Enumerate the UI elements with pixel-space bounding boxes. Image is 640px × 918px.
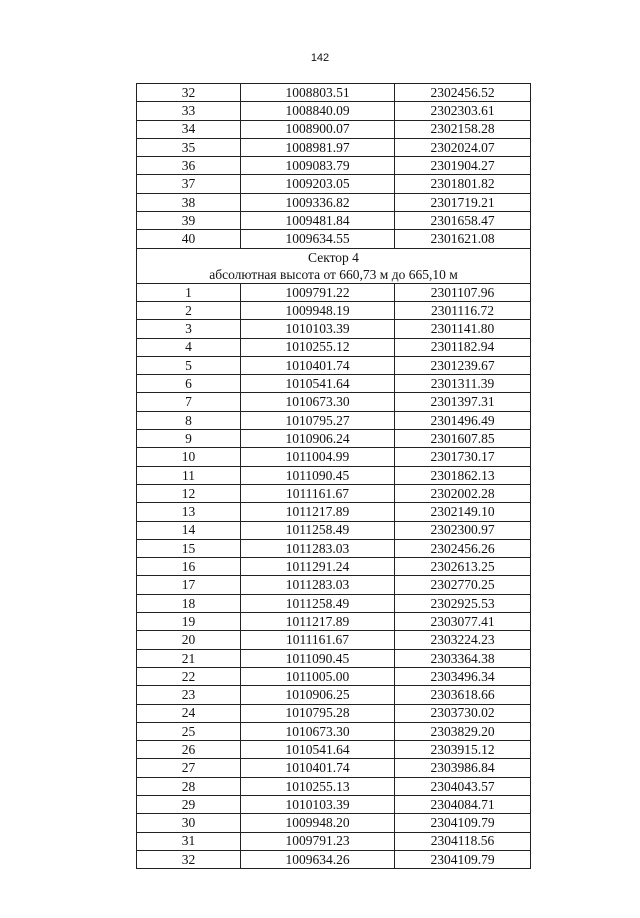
point-number-cell: 3: [137, 320, 241, 338]
table-row: [137, 120, 531, 138]
table-row: [137, 741, 531, 759]
x-coordinate-cell: 1011161.67: [241, 484, 395, 502]
table-row: [137, 212, 531, 230]
point-number-cell: 23: [137, 686, 241, 704]
y-coordinate-cell: 2301107.96: [395, 283, 531, 301]
table-row: [137, 814, 531, 832]
y-coordinate-cell: 2302002.28: [395, 484, 531, 502]
x-coordinate-cell: 1011004.99: [241, 448, 395, 466]
table-row: [137, 84, 531, 102]
y-coordinate-cell: 2304043.57: [395, 777, 531, 795]
coordinates-table: [136, 83, 531, 869]
point-number-cell: 9: [137, 430, 241, 448]
y-coordinate-cell: 2301311.39: [395, 375, 531, 393]
x-coordinate-cell: 1008840.09: [241, 102, 395, 120]
y-coordinate-cell: 2303618.66: [395, 686, 531, 704]
y-coordinate-cell: 2303077.41: [395, 613, 531, 631]
table-row: [137, 356, 531, 374]
point-number-cell: 31: [137, 832, 241, 850]
sector-header-row: [137, 248, 531, 283]
table-row: [137, 430, 531, 448]
x-coordinate-cell: 1011161.67: [241, 631, 395, 649]
y-coordinate-cell: 2301397.31: [395, 393, 531, 411]
x-coordinate-cell: 1011258.49: [241, 521, 395, 539]
table-row: [137, 503, 531, 521]
point-number-cell: 27: [137, 759, 241, 777]
point-number-cell: 25: [137, 722, 241, 740]
point-number-cell: 10: [137, 448, 241, 466]
point-number-cell: 4: [137, 338, 241, 356]
x-coordinate-cell: 1011217.89: [241, 503, 395, 521]
table-row: [137, 466, 531, 484]
y-coordinate-cell: 2302456.26: [395, 539, 531, 557]
x-coordinate-cell: 1008803.51: [241, 84, 395, 102]
point-number-cell: 7: [137, 393, 241, 411]
coordinates-table-body-after: [137, 283, 531, 869]
sector-title: Сектор 4: [308, 249, 359, 265]
x-coordinate-cell: 1011291.24: [241, 558, 395, 576]
table-row: [137, 795, 531, 813]
table-row: [137, 411, 531, 429]
table-row: [137, 157, 531, 175]
y-coordinate-cell: 2304084.71: [395, 795, 531, 813]
x-coordinate-cell: 1011283.03: [241, 539, 395, 557]
y-coordinate-cell: 2301182.94: [395, 338, 531, 356]
x-coordinate-cell: 1009791.23: [241, 832, 395, 850]
table-row: [137, 850, 531, 868]
y-coordinate-cell: 2304109.79: [395, 814, 531, 832]
table-row: [137, 375, 531, 393]
table-row: [137, 594, 531, 612]
table-row: [137, 686, 531, 704]
x-coordinate-cell: 1009791.22: [241, 283, 395, 301]
table-row: [137, 230, 531, 248]
page-number: 142: [310, 52, 330, 64]
y-coordinate-cell: 2301801.82: [395, 175, 531, 193]
y-coordinate-cell: 2302158.28: [395, 120, 531, 138]
table-row: [137, 631, 531, 649]
y-coordinate-cell: 2304118.56: [395, 832, 531, 850]
table-row: [137, 283, 531, 301]
x-coordinate-cell: 1010255.13: [241, 777, 395, 795]
y-coordinate-cell: 2302149.10: [395, 503, 531, 521]
y-coordinate-cell: 2302770.25: [395, 576, 531, 594]
y-coordinate-cell: 2301719.21: [395, 193, 531, 211]
table-row: [137, 484, 531, 502]
y-coordinate-cell: 2301116.72: [395, 301, 531, 319]
coordinates-table-body-before: [137, 84, 531, 249]
table-row: [137, 138, 531, 156]
table-row: [137, 393, 531, 411]
y-coordinate-cell: 2301730.17: [395, 448, 531, 466]
y-coordinate-cell: 2301862.13: [395, 466, 531, 484]
y-coordinate-cell: 2303986.84: [395, 759, 531, 777]
x-coordinate-cell: 1009083.79: [241, 157, 395, 175]
y-coordinate-cell: 2301141.80: [395, 320, 531, 338]
point-number-cell: 26: [137, 741, 241, 759]
point-number-cell: 18: [137, 594, 241, 612]
x-coordinate-cell: 1010255.12: [241, 338, 395, 356]
point-number-cell: 17: [137, 576, 241, 594]
table-row: [137, 301, 531, 319]
y-coordinate-cell: 2301607.85: [395, 430, 531, 448]
point-number-cell: 15: [137, 539, 241, 557]
y-coordinate-cell: 2301496.49: [395, 411, 531, 429]
y-coordinate-cell: 2301904.27: [395, 157, 531, 175]
table-row: [137, 649, 531, 667]
x-coordinate-cell: 1011090.45: [241, 649, 395, 667]
table-row: [137, 777, 531, 795]
y-coordinate-cell: 2303364.38: [395, 649, 531, 667]
x-coordinate-cell: 1010541.64: [241, 741, 395, 759]
x-coordinate-cell: 1010906.25: [241, 686, 395, 704]
y-coordinate-cell: 2301658.47: [395, 212, 531, 230]
x-coordinate-cell: 1009634.26: [241, 850, 395, 868]
y-coordinate-cell: 2302024.07: [395, 138, 531, 156]
point-number-cell: 38: [137, 193, 241, 211]
x-coordinate-cell: 1009948.20: [241, 814, 395, 832]
x-coordinate-cell: 1011258.49: [241, 594, 395, 612]
x-coordinate-cell: 1010906.24: [241, 430, 395, 448]
x-coordinate-cell: 1010795.27: [241, 411, 395, 429]
table-row: [137, 102, 531, 120]
y-coordinate-cell: 2302613.25: [395, 558, 531, 576]
point-number-cell: 33: [137, 102, 241, 120]
x-coordinate-cell: 1010401.74: [241, 356, 395, 374]
x-coordinate-cell: 1009948.19: [241, 301, 395, 319]
table-row: [137, 613, 531, 631]
point-number-cell: 28: [137, 777, 241, 795]
point-number-cell: 22: [137, 667, 241, 685]
x-coordinate-cell: 1009481.84: [241, 212, 395, 230]
x-coordinate-cell: 1010795.28: [241, 704, 395, 722]
table-row: [137, 193, 531, 211]
point-number-cell: 12: [137, 484, 241, 502]
table-row: [137, 759, 531, 777]
table-row: [137, 320, 531, 338]
x-coordinate-cell: 1011283.03: [241, 576, 395, 594]
x-coordinate-cell: 1010103.39: [241, 320, 395, 338]
point-number-cell: 30: [137, 814, 241, 832]
x-coordinate-cell: 1011090.45: [241, 466, 395, 484]
point-number-cell: 32: [137, 84, 241, 102]
y-coordinate-cell: 2303496.34: [395, 667, 531, 685]
point-number-cell: 19: [137, 613, 241, 631]
table-row: [137, 722, 531, 740]
table-row: [137, 832, 531, 850]
point-number-cell: 34: [137, 120, 241, 138]
point-number-cell: 8: [137, 411, 241, 429]
point-number-cell: 36: [137, 157, 241, 175]
point-number-cell: 5: [137, 356, 241, 374]
x-coordinate-cell: 1010673.30: [241, 393, 395, 411]
sector-subtitle: абсолютная высота от 660,73 м до 665,10 м: [209, 266, 458, 282]
table-row: [137, 175, 531, 193]
point-number-cell: 37: [137, 175, 241, 193]
x-coordinate-cell: 1011005.00: [241, 667, 395, 685]
x-coordinate-cell: 1010541.64: [241, 375, 395, 393]
y-coordinate-cell: 2301239.67: [395, 356, 531, 374]
x-coordinate-cell: 1010103.39: [241, 795, 395, 813]
x-coordinate-cell: 1009634.55: [241, 230, 395, 248]
point-number-cell: 11: [137, 466, 241, 484]
x-coordinate-cell: 1008900.07: [241, 120, 395, 138]
point-number-cell: 13: [137, 503, 241, 521]
point-number-cell: 32: [137, 850, 241, 868]
y-coordinate-cell: 2303915.12: [395, 741, 531, 759]
x-coordinate-cell: 1011217.89: [241, 613, 395, 631]
y-coordinate-cell: 2302303.61: [395, 102, 531, 120]
table-row: [137, 558, 531, 576]
y-coordinate-cell: 2302456.52: [395, 84, 531, 102]
point-number-cell: 40: [137, 230, 241, 248]
point-number-cell: 6: [137, 375, 241, 393]
x-coordinate-cell: 1010401.74: [241, 759, 395, 777]
point-number-cell: 14: [137, 521, 241, 539]
point-number-cell: 24: [137, 704, 241, 722]
y-coordinate-cell: 2304109.79: [395, 850, 531, 868]
y-coordinate-cell: 2302925.53: [395, 594, 531, 612]
point-number-cell: 29: [137, 795, 241, 813]
table-row: [137, 448, 531, 466]
y-coordinate-cell: 2303829.20: [395, 722, 531, 740]
x-coordinate-cell: 1009203.05: [241, 175, 395, 193]
y-coordinate-cell: 2303224.23: [395, 631, 531, 649]
sector-header-group: [137, 248, 531, 283]
table-row: [137, 338, 531, 356]
y-coordinate-cell: 2301621.08: [395, 230, 531, 248]
y-coordinate-cell: 2303730.02: [395, 704, 531, 722]
table-row: [137, 667, 531, 685]
point-number-cell: 21: [137, 649, 241, 667]
point-number-cell: 39: [137, 212, 241, 230]
point-number-cell: 2: [137, 301, 241, 319]
table-row: [137, 539, 531, 557]
table-row: [137, 576, 531, 594]
point-number-cell: 20: [137, 631, 241, 649]
x-coordinate-cell: 1009336.82: [241, 193, 395, 211]
point-number-cell: 35: [137, 138, 241, 156]
sector-header-cell: [137, 248, 531, 283]
point-number-cell: 1: [137, 283, 241, 301]
x-coordinate-cell: 1008981.97: [241, 138, 395, 156]
table-row: [137, 704, 531, 722]
point-number-cell: 16: [137, 558, 241, 576]
x-coordinate-cell: 1010673.30: [241, 722, 395, 740]
table-row: [137, 521, 531, 539]
y-coordinate-cell: 2302300.97: [395, 521, 531, 539]
